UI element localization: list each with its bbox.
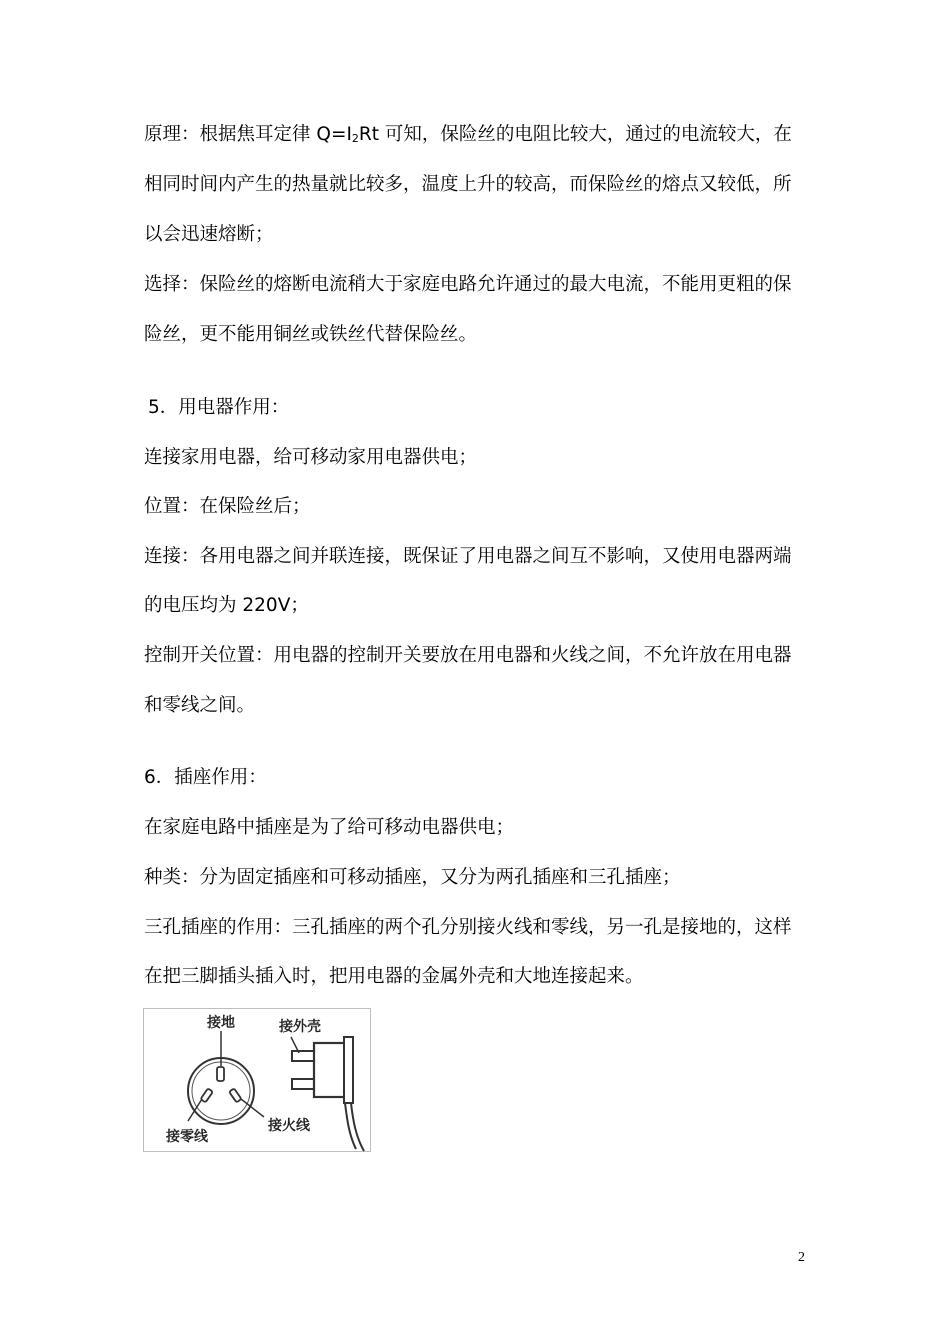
plug-ground-pin: [292, 1051, 314, 1061]
section-5-paragraph-2: 位置：在保险丝后；: [144, 496, 311, 517]
neutral-hole: [201, 1088, 213, 1102]
section-5-paragraph-4-line-1: 控制开关位置：用电器的控制开关要放在用电器和火线之间，不允许放在用电器: [144, 645, 792, 666]
section-6-paragraph-3-line-1: 三孔插座的作用：三孔插座的两个孔分别接火线和零线，另一孔是接地的，这样: [144, 917, 792, 938]
current-exponent: 2: [351, 132, 359, 145]
label-ground: 接地: [207, 1015, 235, 1031]
principle-line-3: 以会迅速熔断；: [144, 224, 274, 245]
section-6-paragraph-2: 种类：分为固定插座和可移动插座，又分为两孔插座和三孔插座；: [144, 867, 681, 888]
principle-line-2: 相同时间内产生的热量就比较多，温度上升的较高，而保险丝的熔点又较低，所: [144, 174, 792, 195]
principle-line-1: [144, 123, 792, 151]
plug-rear-plate: [344, 1037, 353, 1103]
section-5-paragraph-3-line-2: 的电压均为 220V；: [144, 595, 309, 616]
principle-line-1-start: 原理：根据焦耳定律 Q=I: [144, 124, 352, 145]
section-5-paragraph-4-line-2: 和零线之间。: [144, 695, 256, 716]
label-neutral: 接零线: [166, 1129, 208, 1145]
principle-line-1-end: Rt 可知，保险丝的电阻比较大，通过的电流较大，在: [358, 124, 792, 145]
selection-line-1: 选择：保险丝的熔断电流稍大于家庭电路允许通过的最大电流，不能用更粗的保: [144, 274, 792, 295]
socket-plug-figure: [143, 1008, 371, 1152]
section-6-heading: 6．插座作用：: [144, 767, 267, 788]
section-6-paragraph-3-line-2: 在把三脚插头插入时，把用电器的金属外壳和大地连接起来。: [144, 966, 644, 987]
page-number: 2: [798, 1250, 805, 1265]
selection-line-2: 险丝，更不能用铜丝或铁丝代替保险丝。: [144, 324, 478, 345]
ground-hole: [217, 1067, 224, 1081]
section-6-paragraph-1: 在家庭电路中插座是为了给可移动电器供电；: [144, 817, 515, 838]
section-5-paragraph-3-line-1: 连接：各用电器之间并联连接，既保证了用电器之间互不影响，又使用电器两端: [144, 546, 792, 567]
plug-lower-pin: [292, 1079, 314, 1089]
section-5-heading: 5．用电器作用：: [148, 397, 290, 418]
label-live: 接火线: [268, 1118, 310, 1134]
live-hole: [229, 1088, 241, 1102]
label-shell: 接外壳: [279, 1019, 321, 1035]
section-5-paragraph-1: 连接家用电器，给可移动家用电器供电；: [144, 447, 478, 468]
